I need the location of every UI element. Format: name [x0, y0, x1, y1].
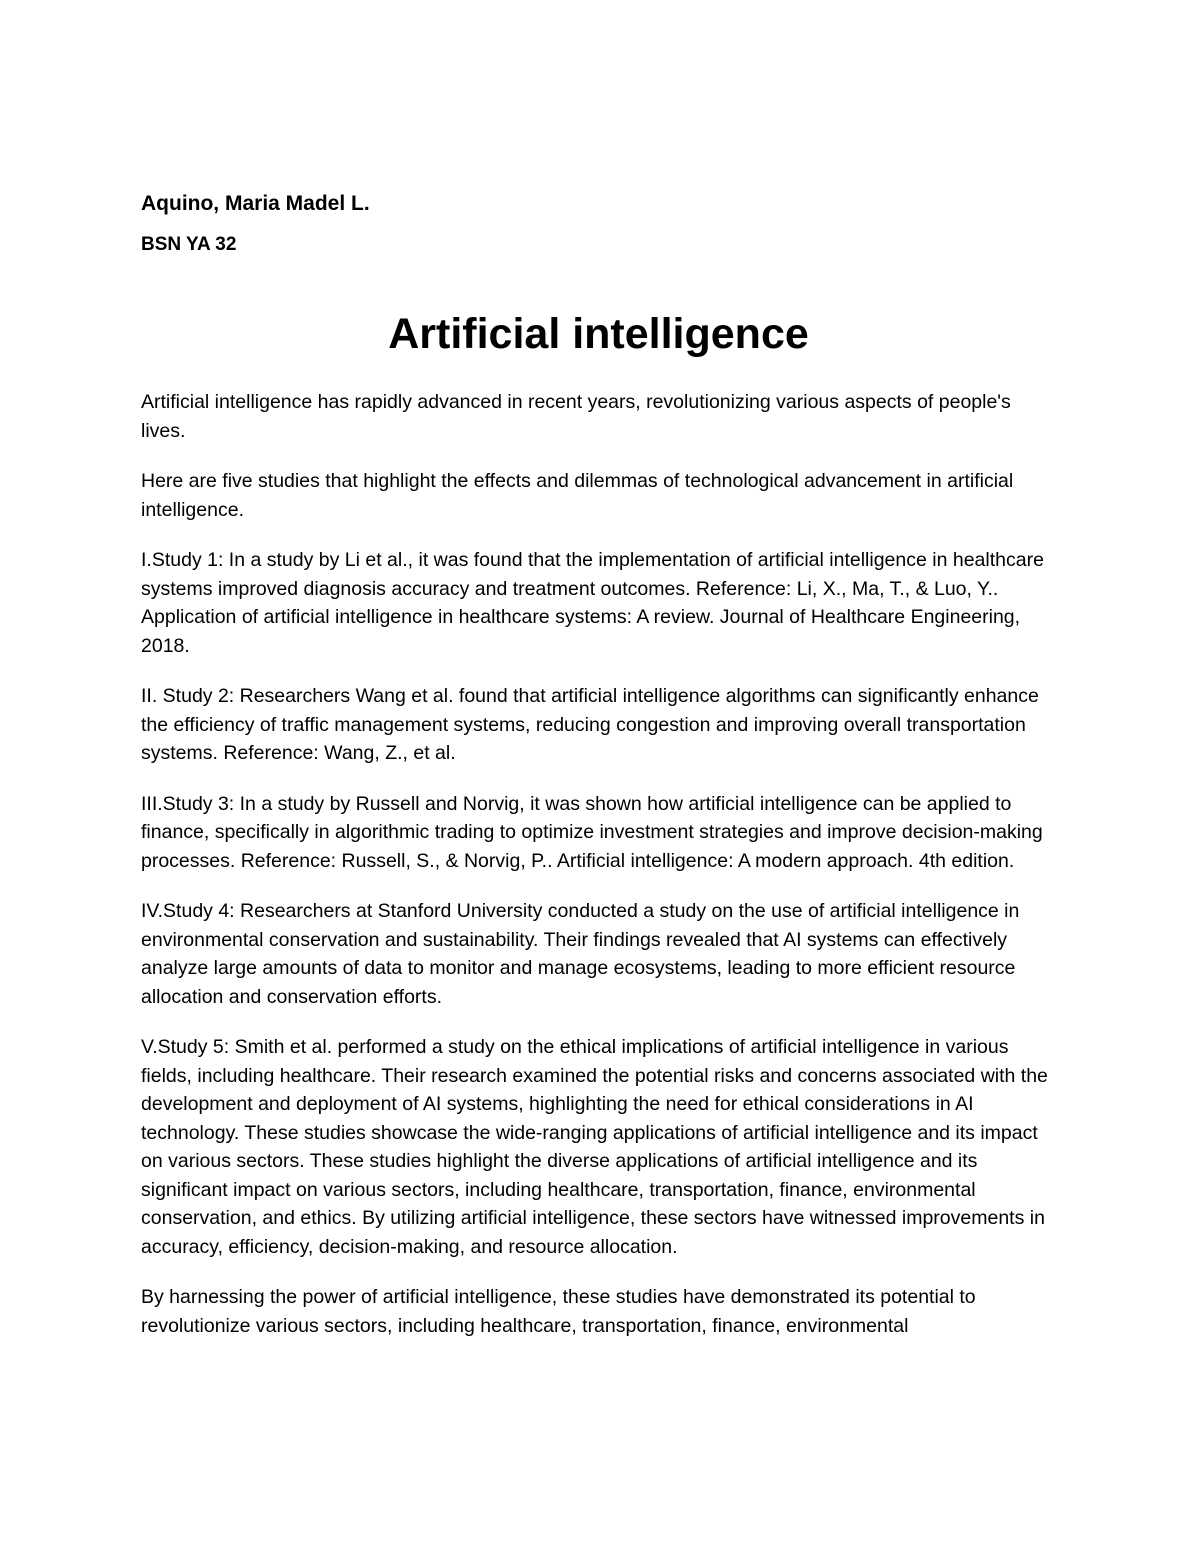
paragraph-overview: Here are five studies that highlight the effects and dilemmas of technological advancement in artificial intelligence.: [141, 470, 1014, 521]
course-section: BSN YA 32: [141, 234, 237, 255]
paragraph-study-3: III.Study 3: In a study by Russell and Norvig, it was shown how artificial intelligence can be applied to finance, specifically in algorithmic trading to optimize investment strategies and improve decision-making processes. Reference: Russell, S., & Norvig, P.. Artificial intelligence: A modern approach. 4th edition.: [141, 792, 1043, 872]
paragraph-study-4: IV.Study 4: Researchers at Stanford University conducted a study on the use of artificial intelligence in environmental conservation and sustainability. Their findings revealed that AI systems can effectively analyze large amounts of data to monitor and manage ecosystems, leading to more efficient resource allocation and conservation efforts.: [141, 900, 1020, 1008]
author-name: Aquino, Maria Madel L.: [141, 192, 370, 215]
paragraph-study-5: V.Study 5: Smith et al. performed a study on the ethical implications of artificial intelligence in various fields, including healthcare. Their research examined the potential risks and concerns associated with the development and deployment of AI systems, highlighting the need for ethical considerations in AI technology. These studies showcase the wide-ranging applications of artificial intelligence and its impact on various sectors. These studies highlight the diverse applications of artificial intelligence and its significant impact on various sectors, including healthcare, transportation, finance, environmental conservation, and ethics. By utilizing artificial intelligence, these sectors have witnessed improvements in accuracy, efficiency, decision-making, and resource allocation.: [141, 1036, 1048, 1258]
paragraph-study-2: II. Study 2: Researchers Wang et al. found that artificial intelligence algorithms can significantly enhance the efficiency of traffic management systems, reducing congestion and improving overall transportation systems. Reference: Wang, Z., et al.: [141, 685, 1039, 764]
document-title: Artificial intelligence: [388, 310, 809, 358]
paragraph-conclusion: By harnessing the power of artificial intelligence, these studies have demonstrated its potential to revolutionize various sectors, including healthcare, transportation, finance, environmental: [141, 1286, 976, 1337]
document-body: [141, 190, 1056, 1340]
paragraph-intro: Artificial intelligence has rapidly advanced in recent years, revolutionizing various aspects of people's lives.: [141, 391, 1011, 442]
paragraph-study-1: I.Study 1: In a study by Li et al., it was found that the implementation of artificial intelligence in healthcare systems improved diagnosis accuracy and treatment outcomes. Reference: Li, X., Ma, T., & Luo, Y.. Application of artificial intelligence in healthcare systems: A review. Journal of Healthcare Engineering, 2018.: [141, 549, 1044, 657]
